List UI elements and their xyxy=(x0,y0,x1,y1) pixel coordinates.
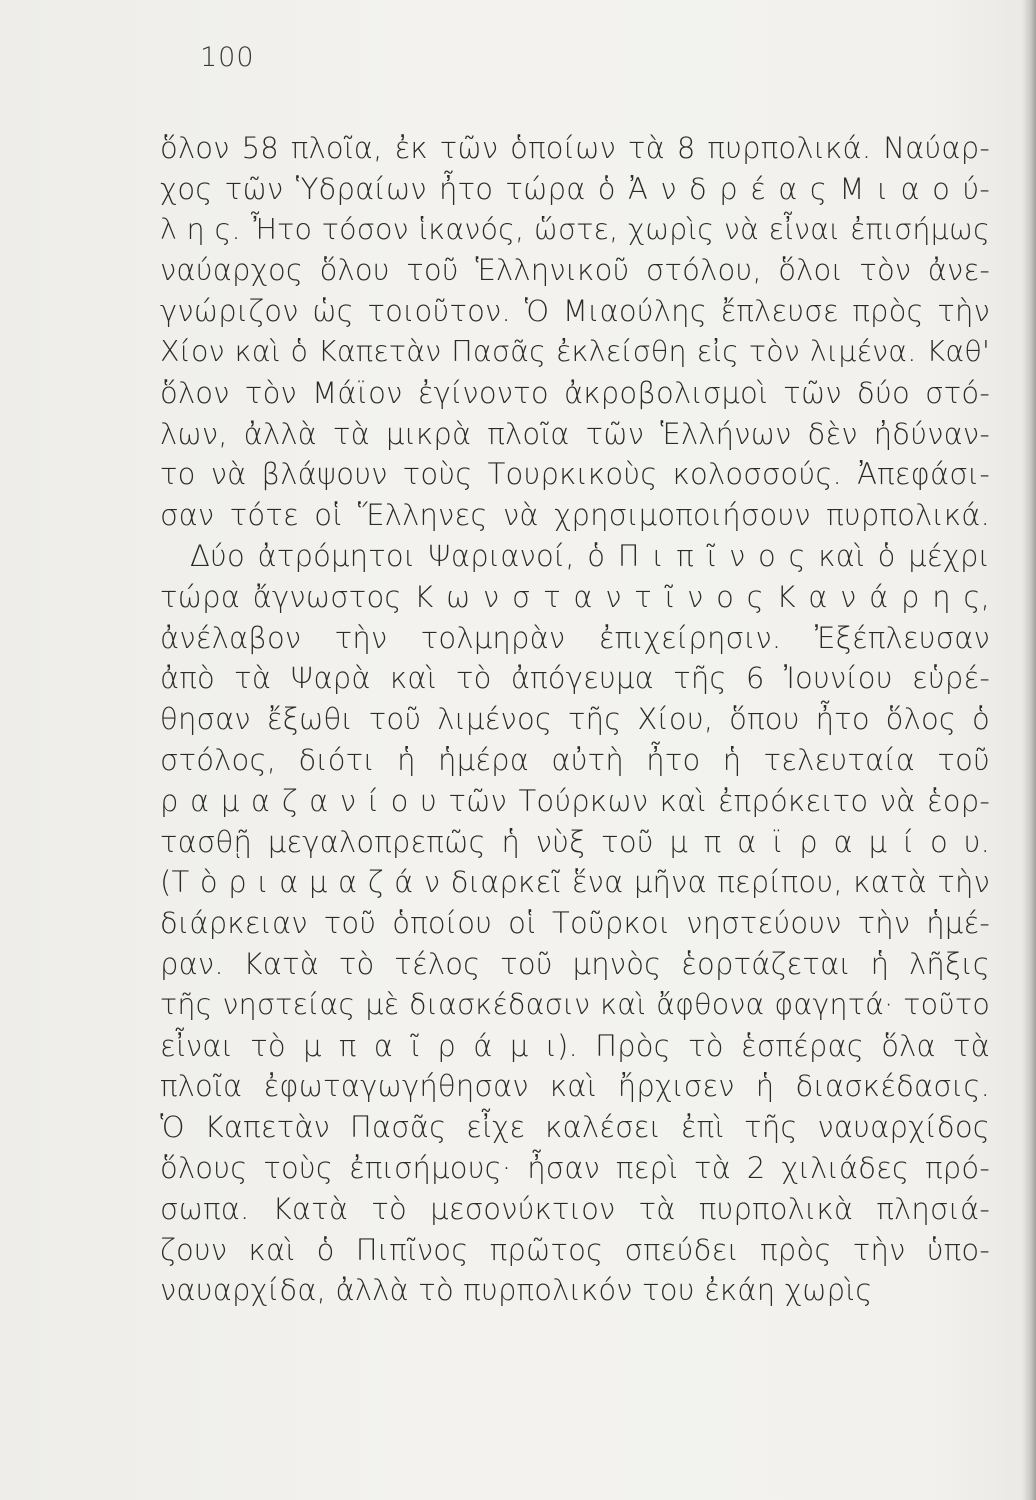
text-line: στόλος, διότι ἡ ἡμέρα αὐτὴ ἦτο ἡ τελευταία τοῦ xyxy=(160,742,990,777)
body-text xyxy=(160,128,990,1311)
text-line: χος τῶν Ὑδραίων ἦτο τώρα ὁ Ἀ ν δ ρ έ α ς Μ ι α ο ύ- xyxy=(160,171,990,206)
text-line: διάρκειαν τοῦ ὁποίου οἱ Τοῦρκοι νηστεύουν τὴν ἡμέ- xyxy=(160,906,990,941)
text-line: ὅλον τὸν Μάϊον ἐγίνοντο ἀκροβολισμοὶ τῶν δύο στό- xyxy=(160,375,990,410)
text-line: λων, ἀλλὰ τὰ μικρὰ πλοῖα τῶν Ἑλλήνων δὲν ἠδύναν- xyxy=(160,416,990,451)
text-line: ρ α μ α ζ α ν ί ο υ τῶν Τούρκων καὶ ἐπρόκειτο νὰ ἑορ- xyxy=(160,783,990,818)
text-line: ναύαρχος ὅλου τοῦ Ἑλληνικοῦ στόλου, ὅλοι τὸν ἀνε- xyxy=(160,253,990,288)
text-line: ἀνέλαβον τὴν τολμηρὰν ἐπιχείρησιν. Ἐξέπλευσαν xyxy=(160,620,990,655)
text-line: Ὁ Καπετὰν Πασᾶς εἶχε καλέσει ἐπὶ τῆς ναυαρχίδος xyxy=(160,1110,990,1145)
page-edge-shadow xyxy=(1022,0,1036,1500)
text-line: εἶναι τὸ μ π α ῖ ρ ά μ ι). Πρὸς τὸ ἑσπέρας ὅλα τὰ xyxy=(160,1028,990,1063)
text-line: (Τ ὸ ρ ι α μ α ζ ά ν διαρκεῖ ἕνα μῆνα περίπου, κατὰ τὴν xyxy=(160,865,990,900)
text-line: λ η ς. Ἦτο τόσον ἱκανός, ὥστε, χωρὶς νὰ εἶναι ἐπισήμως xyxy=(160,212,990,246)
text-line: ἀπὸ τὰ Ψαρὰ καὶ τὸ ἀπόγευμα τῆς 6 Ἰουνίου εὑρέ- xyxy=(160,661,990,696)
text-line: Δύο ἀτρόμητοι Ψαριανοί, ὁ Π ι π ῖ ν ο ς καὶ ὁ μέχρι xyxy=(190,538,990,573)
text-line: σωπα. Κατὰ τὸ μεσονύκτιον τὰ πυρπολικὰ πλησιά- xyxy=(160,1191,990,1226)
text-line: θησαν ἔξωθι τοῦ λιμένος τῆς Χίου, ὅπου ἦτο ὅλος ὁ xyxy=(160,702,990,737)
text-line: ὅλον 58 πλοῖα, ἐκ τῶν ὁποίων τὰ 8 πυρπολικά. Ναύαρ- xyxy=(160,131,990,165)
text-line: ραν. Κατὰ τὸ τέλος τοῦ μηνὸς ἑορτάζεται ἡ λῆξις xyxy=(160,946,990,981)
text-line: τώρα ἄγνωστος Κ ω ν σ τ α ν τ ῖ ν ο ς Κ α ν ά ρ η ς, xyxy=(160,579,990,614)
text-line: ναυαρχίδα, ἀλλὰ τὸ πυρπολικόν του ἐκάη χωρὶς xyxy=(160,1273,873,1308)
text-line: σαν τότε οἱ Ἕλληνες νὰ χρησιμοποιήσουν πυρπολικά. xyxy=(160,498,990,533)
text-line: ζουν καὶ ὁ Πιπῖνος πρῶτος σπεύδει πρὸς τὴν ὑπο- xyxy=(160,1232,990,1267)
text-line: πλοῖα ἐφωταγωγήθησαν καὶ ἤρχισεν ἡ διασκέδασις. xyxy=(160,1069,990,1104)
text-line: το νὰ βλάψουν τοὺς Τουρκικοὺς κολοσσούς. Ἀπεφάσι- xyxy=(160,457,990,492)
text-line: ὅλους τοὺς ἐπισήμους· ἦσαν περὶ τὰ 2 χιλιάδες πρό- xyxy=(160,1150,990,1185)
text-line: γνώριζον ὡς τοιοῦτον. Ὁ Μιαούλης ἔπλευσε πρὸς τὴν xyxy=(160,294,990,329)
text-line: Χίον καὶ ὁ Καπετὰν Πασᾶς ἐκλείσθη εἰς τὸν λιμένα. Καθ' xyxy=(160,334,990,368)
page-number: 100 xyxy=(200,42,255,73)
text-line: τασθῇ μεγαλοπρεπῶς ἡ νὺξ τοῦ μ π α ϊ ρ α μ ί ο υ. xyxy=(160,824,990,859)
text-line: τῆς νηστείας μὲ διασκέδασιν καὶ ἄφθονα φαγητά· τοῦτο xyxy=(160,987,990,1021)
